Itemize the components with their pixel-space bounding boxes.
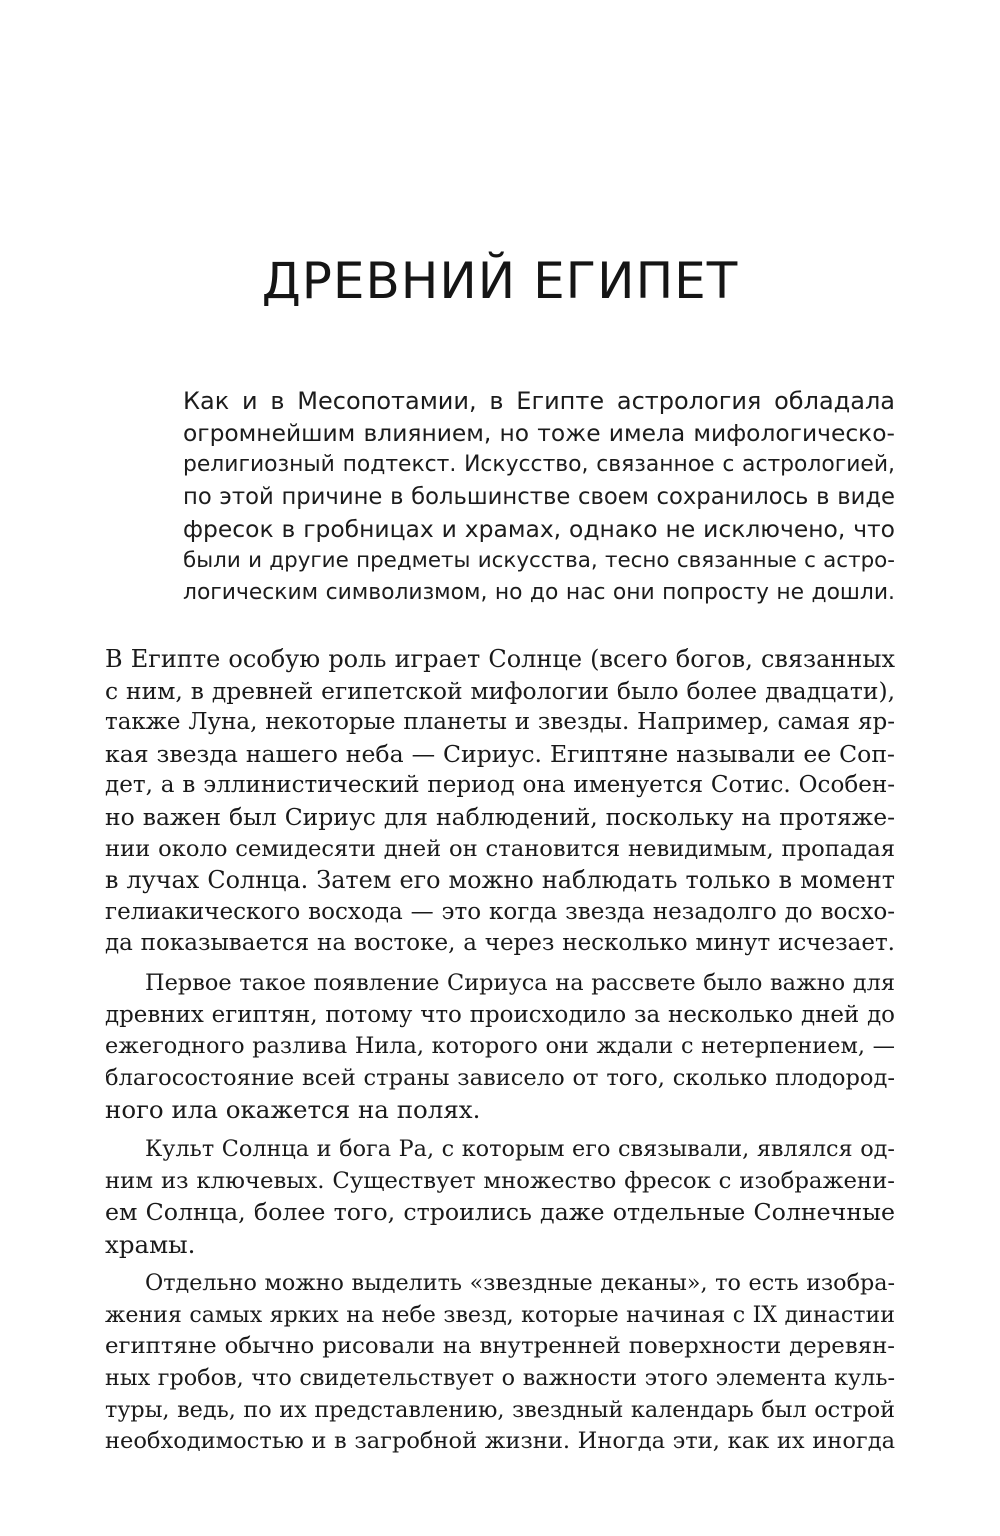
text-line: также Луна, некоторые планеты и звезды. Например, самая яр-: [105, 709, 895, 736]
text-line: в лучах Солнца. Затем его можно наблюдать только в момент: [105, 866, 895, 895]
text-line: В Египте особую роль играет Солнце (всего богов, связанных: [105, 645, 895, 673]
text-line: ем Солнца, более того, строились даже отдельные Солнечные: [105, 1198, 895, 1227]
intro-line: фресок в гробницах и храмах, однако не исключено, что: [183, 515, 895, 543]
intro-text: [183, 385, 895, 609]
text-line: древних египтян, потому что происходило за несколько дней до: [105, 1001, 895, 1028]
text-line: Отдельно можно выделить «звездные деканы», то есть изобра-: [145, 1270, 895, 1297]
text-line: жения самых ярких на небе звезд, которые начиная с IX династии: [105, 1301, 895, 1328]
text-line: ного ила окажется на полях.: [105, 1095, 481, 1125]
intro-line: огромнейшим влиянием, но тоже имела мифологическо-: [183, 419, 895, 447]
text-line: ежегодного разлива Нила, которого они ждали с нетерпением, —: [105, 1033, 895, 1060]
chapter-title: ДРЕВНИЙ ЕГИПЕТ: [261, 252, 739, 310]
text-line: нии около семидесяти дней он становится невидимым, пропадая: [105, 835, 895, 862]
text-line: Первое такое появление Сириуса на рассвете было важно для: [145, 969, 895, 996]
intro-line: Как и в Месопотамии, в Египте астрология обладала: [183, 387, 895, 415]
intro-line: по этой причине в большинстве своем сохранилось в виде: [183, 484, 895, 510]
body-text: [105, 644, 895, 1466]
text-line: но важен был Сириус для наблюдений, поскольку на протяже-: [105, 802, 895, 831]
text-line: туры, ведь, по их представлению, звездный календарь был острой: [105, 1396, 895, 1423]
paragraph: [105, 1134, 895, 1260]
text-line: дет, а в эллинистический период она именуется Сотис. Особен-: [105, 772, 895, 799]
text-line: благосостояние всей страны зависело от того, сколько плодород-: [105, 1064, 895, 1091]
intro-line: были и другие предметы искусства, тесно связанные с астро-: [183, 548, 895, 573]
intro-line: религиозный подтекст. Искусство, связанное с астрологией,: [183, 452, 895, 477]
text-line: кая звезда нашего неба — Сириус. Египтяне называли ее Соп-: [105, 739, 895, 768]
text-line: гелиакического восхода — это когда звезда незадолго до восхо-: [105, 898, 895, 925]
text-line: ним из ключевых. Существует множество фресок с изображени-: [105, 1167, 895, 1194]
text-line: с ним, в древней египетской мифологии было более двадцати),: [105, 676, 895, 705]
paragraph: [105, 644, 895, 960]
text-line: Культ Солнца и бога Ра, с которым его связывали, являлся од-: [145, 1135, 895, 1162]
text-line: необходимостью и в загробной жизни. Иногда эти, как их иногда: [105, 1428, 895, 1455]
text-line: ных гробов, что свидетельствует о важности этого элемента куль-: [105, 1365, 895, 1392]
paragraph: [105, 1268, 895, 1458]
text-line: египтяне обычно рисовали на внутренней поверхности деревян-: [105, 1333, 895, 1360]
text-line: храмы.: [105, 1229, 196, 1259]
text-line: да показывается на востоке, а через несколько минут исчезает.: [105, 930, 895, 957]
paragraph: [105, 968, 895, 1126]
intro-line: логическим символизмом, но до нас они попросту не дошли.: [183, 580, 895, 605]
